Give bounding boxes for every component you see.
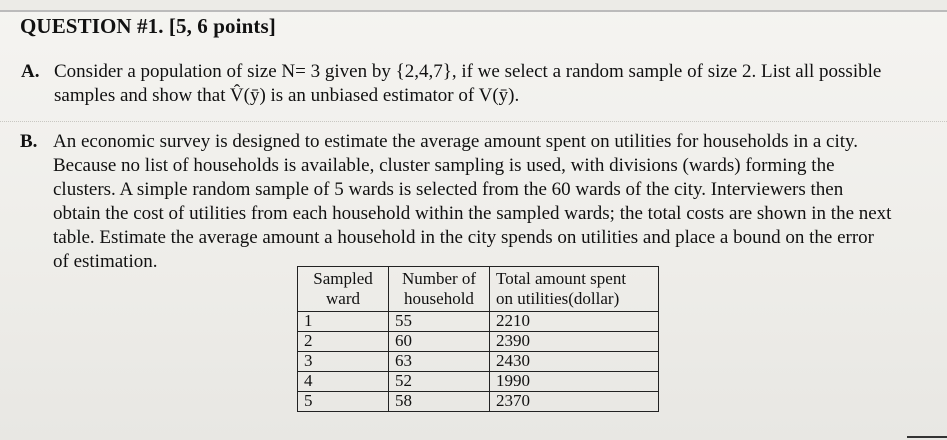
top-rule xyxy=(0,0,947,12)
cell-total: 2210 xyxy=(490,312,659,332)
table-row xyxy=(298,352,659,372)
cell-households: 55 xyxy=(389,312,490,332)
header-line: Total amount spent xyxy=(496,269,627,288)
header-line: Number of xyxy=(401,269,477,288)
part-b-line: table. Estimate the average amount a household in the city spends on utilities and place a bound on the error xyxy=(53,227,874,248)
table-header-row xyxy=(298,267,659,312)
header-total-amount xyxy=(490,267,659,312)
header-line: household xyxy=(404,289,474,308)
question-heading: QUESTION #1. [5, 6 points] xyxy=(20,14,276,38)
cell-ward: 4 xyxy=(298,372,389,392)
part-a-text xyxy=(54,60,881,108)
header-sampled-ward xyxy=(298,267,389,312)
part-a-letter: A. xyxy=(21,61,40,82)
cell-households: 52 xyxy=(389,372,490,392)
cell-total: 2370 xyxy=(490,392,659,412)
cell-households: 58 xyxy=(389,392,490,412)
wards-table xyxy=(297,266,659,412)
cell-households: 63 xyxy=(389,352,490,372)
table-row xyxy=(298,312,659,332)
cell-households: 60 xyxy=(389,332,490,352)
part-b-letter: B. xyxy=(20,131,38,152)
bottom-rule xyxy=(907,436,947,438)
header-line: on utilities(dollar) xyxy=(496,289,620,308)
header-line: ward xyxy=(326,289,360,308)
part-a-line: samples and show that V̂(ȳ) is an unbiased estimator of V(ȳ). xyxy=(54,85,520,106)
cell-ward: 2 xyxy=(298,332,389,352)
cell-total: 1990 xyxy=(490,372,659,392)
cell-total: 2430 xyxy=(490,352,659,372)
header-number-household xyxy=(389,267,490,312)
part-b-line: Because no list of households is available, cluster sampling is used, with divisions (wards) forming the xyxy=(53,155,835,176)
table-row xyxy=(298,392,659,412)
part-a-line: Consider a population of size N= 3 given by {2,4,7}, if we select a random sample of size 2. List all possible xyxy=(54,61,882,82)
part-b-line: obtain the cost of utilities from each household within the sampled wards; the total costs are shown in the next xyxy=(53,203,892,224)
cell-ward: 1 xyxy=(298,312,389,332)
table-row xyxy=(298,372,659,392)
part-b-line: An economic survey is designed to estimate the average amount spent on utilities for households in a city. xyxy=(53,131,859,152)
part-b-line: clusters. A simple random sample of 5 wards is selected from the 60 wards of the city. Interviewers then xyxy=(53,179,844,200)
cell-ward: 3 xyxy=(298,352,389,372)
cell-ward: 5 xyxy=(298,392,389,412)
header-line: Sampled xyxy=(313,269,373,288)
section-divider xyxy=(0,121,947,122)
part-b-text xyxy=(53,130,891,274)
table-row xyxy=(298,332,659,352)
cell-total: 2390 xyxy=(490,332,659,352)
part-b-line: of estimation. xyxy=(53,251,158,272)
